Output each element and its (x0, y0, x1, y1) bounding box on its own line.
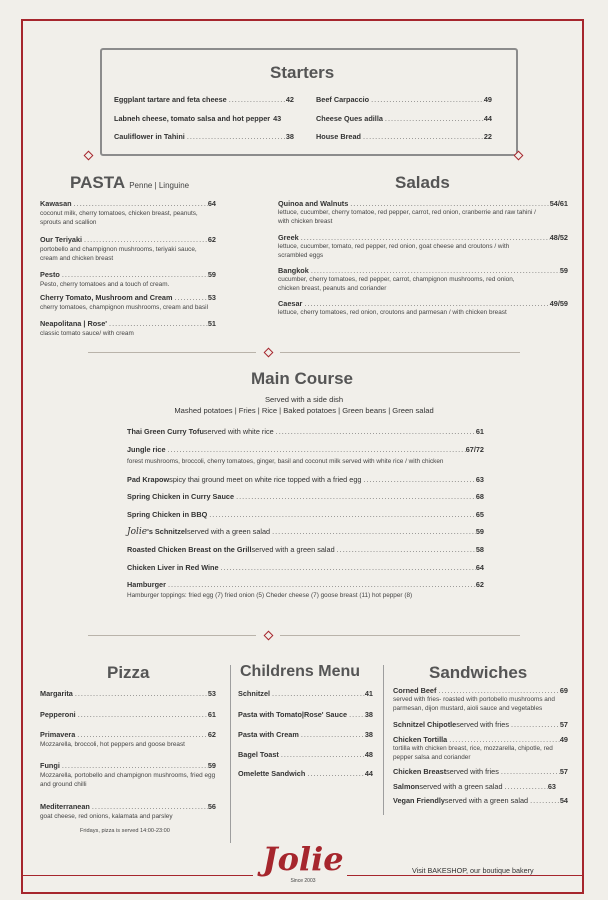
sandwiches-title: Sandwiches (429, 663, 528, 682)
childrens-menu-title: Childrens Menu (240, 663, 361, 680)
pasta-item-desc: portobello and champignon mushrooms, teriyaki sauce, cream and chicken breast (40, 246, 197, 262)
main-course-subtitle: Served with a side dish (264, 395, 344, 404)
pizza-item: Primavera ..... 62 (40, 730, 216, 739)
main-item: Hamburger ..... 62 (127, 580, 484, 589)
pizza-item: Mediterranean ..... 56 (40, 802, 216, 811)
sandwich-item: Schnitzel Chipotle served with fries ..... 57 (393, 720, 568, 729)
pasta-item-desc: coconut milk, cherry tomatoes, chicken breast, peanuts, sprouts and scallion (40, 210, 198, 226)
children-item: Pasta with Tomato|Rose' Sauce ..... 38 (238, 710, 373, 719)
column-separator (383, 665, 384, 815)
pizza-note: Fridays, pizza is served 14:00-23:00 (80, 828, 170, 834)
main-course-sides: Mashed potatoes | Fries | Rice | Baked potatoes | Green beans | Green salad (174, 406, 434, 415)
salads-title: Salads (395, 173, 450, 192)
salad-item: Bangkok ..... 59 (278, 266, 568, 275)
pizza-title: Pizza (107, 663, 150, 682)
starter-item: Beef Carpaccio ..... 49 (316, 95, 492, 104)
pasta-item: Kawasan ..... 64 (40, 199, 216, 208)
pizza-item-desc: goat cheese, red onions, kalamata and parsley (40, 813, 173, 820)
pasta-item-desc: classic tomato sauce/ with cream (40, 330, 134, 337)
pizza-item: Margarita ..... 53 (40, 689, 216, 698)
starter-item: House Bread ..... 22 (316, 132, 492, 141)
pasta-item: Our Teriyaki ..... 62 (40, 235, 216, 244)
sandwich-item: Corned Beef ..... 69 (393, 686, 568, 695)
starter-item: Eggplant tartare and feta cheese ..... 42 (114, 95, 294, 104)
divider-line (280, 352, 520, 353)
column-separator (230, 665, 231, 843)
salad-item-desc: lettuce, cherry tomatoes, red onion, croutons and parmesan / with chicken breast (278, 309, 507, 316)
pizza-item: Fungi ..... 59 (40, 761, 216, 770)
starter-item: Cheese Ques adilla ..... 44 (316, 114, 492, 123)
children-item: Omelette Sandwich ..... 44 (238, 769, 373, 778)
main-item-desc: Hamburger toppings: fried egg (7) fried onion (5) Cheder cheese (7) goose breast (11) hot pepper (8) (127, 592, 413, 599)
jolie-script-logo: Jolie (127, 527, 148, 537)
pasta-item: Cherry Tomato, Mushroom and Cream ..... 53 (40, 293, 216, 302)
main-item-desc: forest mushrooms, broccoli, cherry tomatoes, ginger, basil and coconut milk served with white rice / with chicken (127, 458, 444, 465)
main-item: Thai Green Curry Tofu served with white rice ..... 61 (127, 427, 484, 436)
bakeshop-link: Visit BAKESHOP, our boutique bakery (412, 866, 534, 875)
main-item: Jungle rice ..... 67/72 (127, 445, 484, 454)
pizza-item-desc: Mozzarella, portobello and champignon mushrooms, fried egg and ground chilli (40, 772, 216, 788)
children-item: Pasta with Cream ..... 38 (238, 730, 373, 739)
salad-item: Quinoa and Walnuts ..... 54/61 (278, 199, 568, 208)
salad-item-desc: lettuce, cucumber, tomato, red pepper, red onion, goat cheese and croutons / with scrambled eggs (278, 243, 510, 259)
divider-line (88, 635, 256, 636)
since-label: Since 2003 (290, 878, 316, 884)
pasta-item-desc: Pesto, cherry tomatoes and a touch of cream. (40, 281, 170, 288)
salad-item-desc: lettuce, cucumber, cherry tomatoe, red pepper, carrot, red onion, cranberrie and raw tahini / with chicken breast (278, 209, 536, 225)
salad-item: Caesar ..... 49/59 (278, 299, 568, 308)
sandwich-item-desc: tortilla with chicken breast, rice, mozzarella, chipotle, red pepper salsa and coriander (393, 745, 553, 761)
jolie-logo: Jolie (262, 840, 344, 878)
starter-item: Cauliflower in Tahini ..... 38 (114, 132, 294, 141)
sandwich-item: Chicken Tortilla ..... 49 (393, 735, 568, 744)
main-item: Spring Chicken in BBQ ..... 65 (127, 510, 484, 519)
children-item: Schnitzel ..... 41 (238, 689, 373, 698)
pasta-title: PASTA Penne | Linguine (70, 173, 190, 192)
main-item: Roasted Chicken Breast on the Grill served with a green salad ..... 58 (127, 545, 484, 554)
divider-line (280, 635, 520, 636)
starters-title: Starters (270, 63, 335, 82)
pasta-item-desc: cherry tomatoes, champignon mushrooms, cream and basil (40, 304, 209, 311)
main-item: Spring Chicken in Curry Sauce ..... 68 (127, 492, 484, 501)
pizza-item-desc: Mozzarella, broccoli, hot peppers and goose breast (40, 741, 185, 748)
footer-line (21, 875, 253, 876)
sandwich-item: Salmon served with a green salad ..... 63 (393, 782, 556, 791)
sandwich-item-desc: served with fries- roasted with portobello mushrooms and parmesan, dijon mustard, aioli sauce and vegetables (393, 696, 555, 712)
pasta-item: Neapolitana | Rose' ..... 51 (40, 319, 216, 328)
main-item: Chicken Liver in Red Wine ..... 64 (127, 563, 484, 572)
sandwich-item: Vegan Friendly served with a green salad ..... 54 (393, 796, 568, 805)
main-course-title: Main Course (251, 369, 354, 388)
salad-item: Greek ..... 48/52 (278, 233, 568, 242)
divider-line (88, 352, 256, 353)
starter-item: Labneh cheese, tomato salsa and hot pepper 43 (114, 114, 282, 123)
footer-line (347, 875, 584, 876)
pasta-item: Pesto ..... 59 (40, 270, 216, 279)
salad-item-desc: cucumber, cherry tomatoes, red pepper, carrot, champignon mushrooms, red onion, chicken breast, peanuts and coriander (278, 276, 515, 292)
sandwich-item: Chicken Breast served with fries ..... 57 (393, 767, 568, 776)
children-item: Bagel Toast ..... 48 (238, 750, 373, 759)
main-item: Jolie 's Schnitzel served with a green salad ..... 59 (127, 527, 484, 537)
main-item: Pad Krapow spicy thai ground meet on white rice topped with a fried egg ..... 63 (127, 475, 484, 484)
pizza-item: Pepperoni ..... 61 (40, 710, 216, 719)
